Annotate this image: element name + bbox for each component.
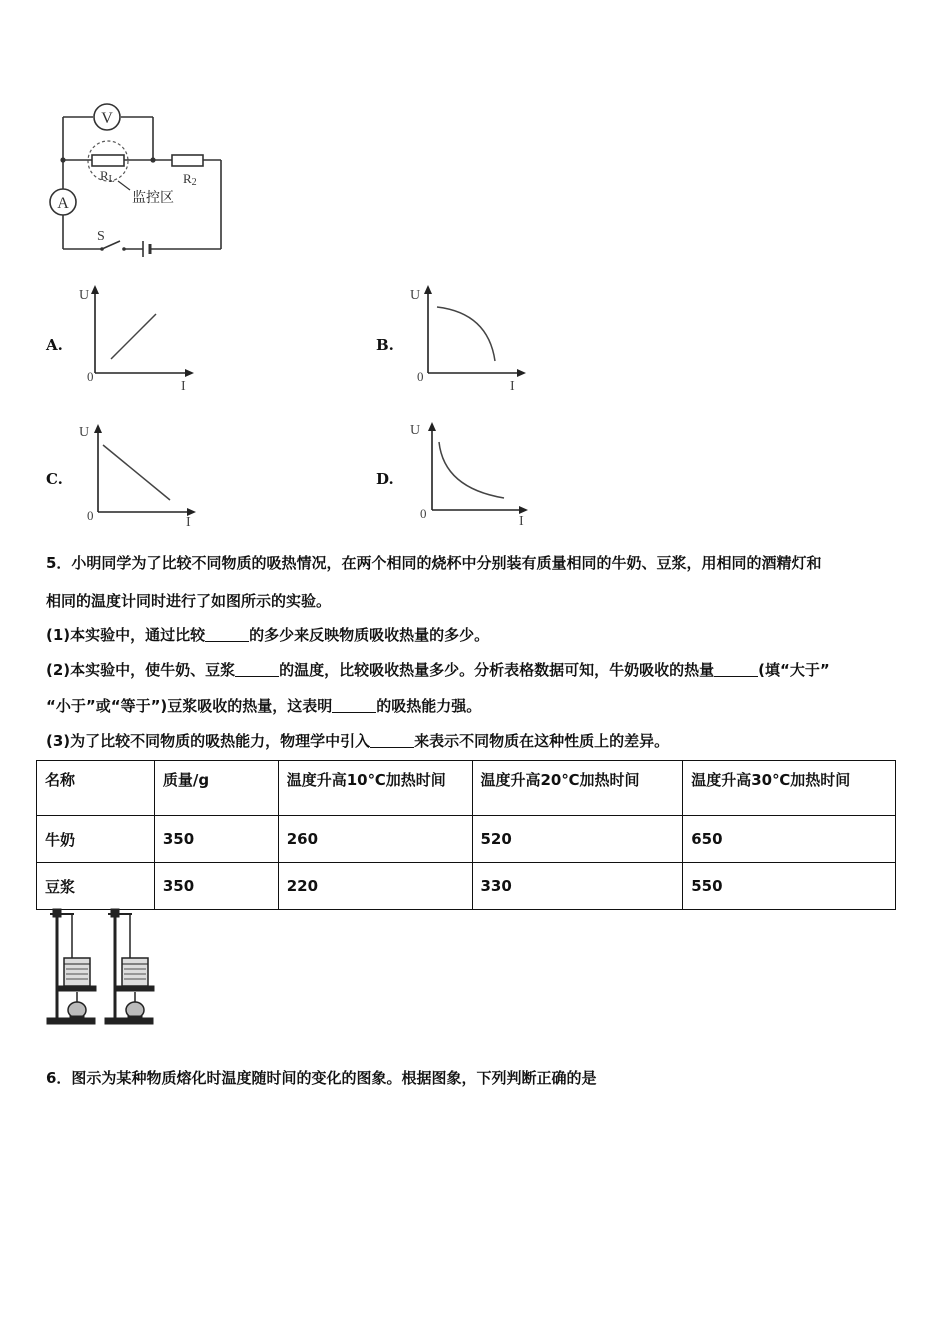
table-cell: 220 — [278, 863, 472, 910]
q5-part3: (3)为了比较不同物质的吸热能力，物理学中引入 来表示不同物质在这种性质上的差异。 — [46, 732, 670, 750]
resistor-rl — [92, 155, 124, 166]
option-b-curve — [437, 307, 495, 361]
circuit-diagram — [40, 95, 240, 265]
option-b-label: B. — [376, 336, 394, 354]
svg-text:0: 0 — [417, 369, 424, 384]
table-header: 名称 — [37, 761, 155, 816]
table-row — [37, 863, 896, 910]
svg-text:R2: R2 — [183, 171, 197, 188]
q5-part2-cont: “小于”或“等于”)豆浆吸收的热量，这表明 的吸热能力强。 — [46, 697, 482, 715]
svg-text:U: U — [410, 423, 421, 438]
q5-part1: (1)本实验中，通过比较 的多少来反映物质吸收热量的多少。 — [46, 626, 490, 644]
table-cell: 550 — [683, 863, 896, 910]
table-header: 温度升高10℃加热时间 — [278, 761, 472, 816]
table-cell: 260 — [278, 816, 472, 863]
table-cell: 350 — [154, 816, 278, 863]
svg-text:0: 0 — [87, 508, 94, 523]
answer-blank[interactable] — [205, 625, 249, 642]
q5-line1: 5．小明同学为了比较不同物质的吸热情况，在两个相同的烧杯中分别装有质量相同的牛奶、豆浆，用相同的酒精灯和 — [46, 554, 822, 572]
option-c-label: C. — [46, 470, 63, 488]
svg-text:V: V — [101, 110, 113, 127]
table-cell: 650 — [683, 816, 896, 863]
table-cell: 牛奶 — [37, 816, 155, 863]
svg-text:U: U — [410, 288, 421, 303]
answer-blank[interactable] — [714, 660, 758, 677]
experiment-apparatus-image — [44, 906, 164, 1028]
q5-line2: 相同的温度计同时进行了如图所示的实验。 — [46, 592, 332, 610]
option-d-label: D. — [376, 470, 394, 488]
svg-text:I: I — [186, 515, 191, 530]
table-cell: 330 — [472, 863, 683, 910]
table-header: 温度升高30℃加热时间 — [683, 761, 896, 816]
svg-text:RL: RL — [100, 168, 115, 185]
table-header-row — [37, 761, 896, 816]
option-b-graph — [408, 283, 528, 393]
table-header: 质量/g — [154, 761, 278, 816]
svg-text:U: U — [79, 425, 90, 440]
option-d-graph — [408, 418, 533, 530]
option-a-graph — [78, 283, 198, 393]
answer-blank[interactable] — [370, 731, 414, 748]
table-row — [37, 816, 896, 863]
monitor-zone-label: 监控区 — [132, 190, 174, 206]
svg-text:I: I — [181, 379, 186, 393]
option-a-label: A. — [46, 336, 63, 354]
heating-data-table — [36, 760, 896, 910]
resistor-r2 — [172, 155, 203, 166]
option-a-curve — [111, 314, 156, 359]
svg-text:A: A — [57, 195, 69, 212]
svg-text:0: 0 — [87, 369, 94, 384]
svg-text:I: I — [519, 514, 524, 529]
option-c-curve — [103, 445, 170, 500]
option-c-graph — [78, 420, 198, 530]
table-header: 温度升高20℃加热时间 — [472, 761, 683, 816]
table-cell: 520 — [472, 816, 683, 863]
option-d-curve — [439, 442, 504, 498]
answer-blank[interactable] — [235, 660, 279, 677]
q6-text: 6．图示为某种物质熔化时温度随时间的变化的图象。根据图象，下列判断正确的是 — [46, 1069, 597, 1087]
answer-blank[interactable] — [332, 696, 376, 713]
table-cell: 豆浆 — [37, 863, 155, 910]
svg-text:I: I — [510, 379, 515, 393]
svg-text:U: U — [79, 288, 90, 303]
table-cell: 350 — [154, 863, 278, 910]
svg-text:S: S — [97, 229, 105, 244]
svg-text:0: 0 — [420, 506, 427, 521]
q5-part2: (2)本实验中，使牛奶、豆浆 的温度，比较吸收热量多少。分析表格数据可知，牛奶吸收的热量 (填“大于” — [46, 661, 830, 679]
